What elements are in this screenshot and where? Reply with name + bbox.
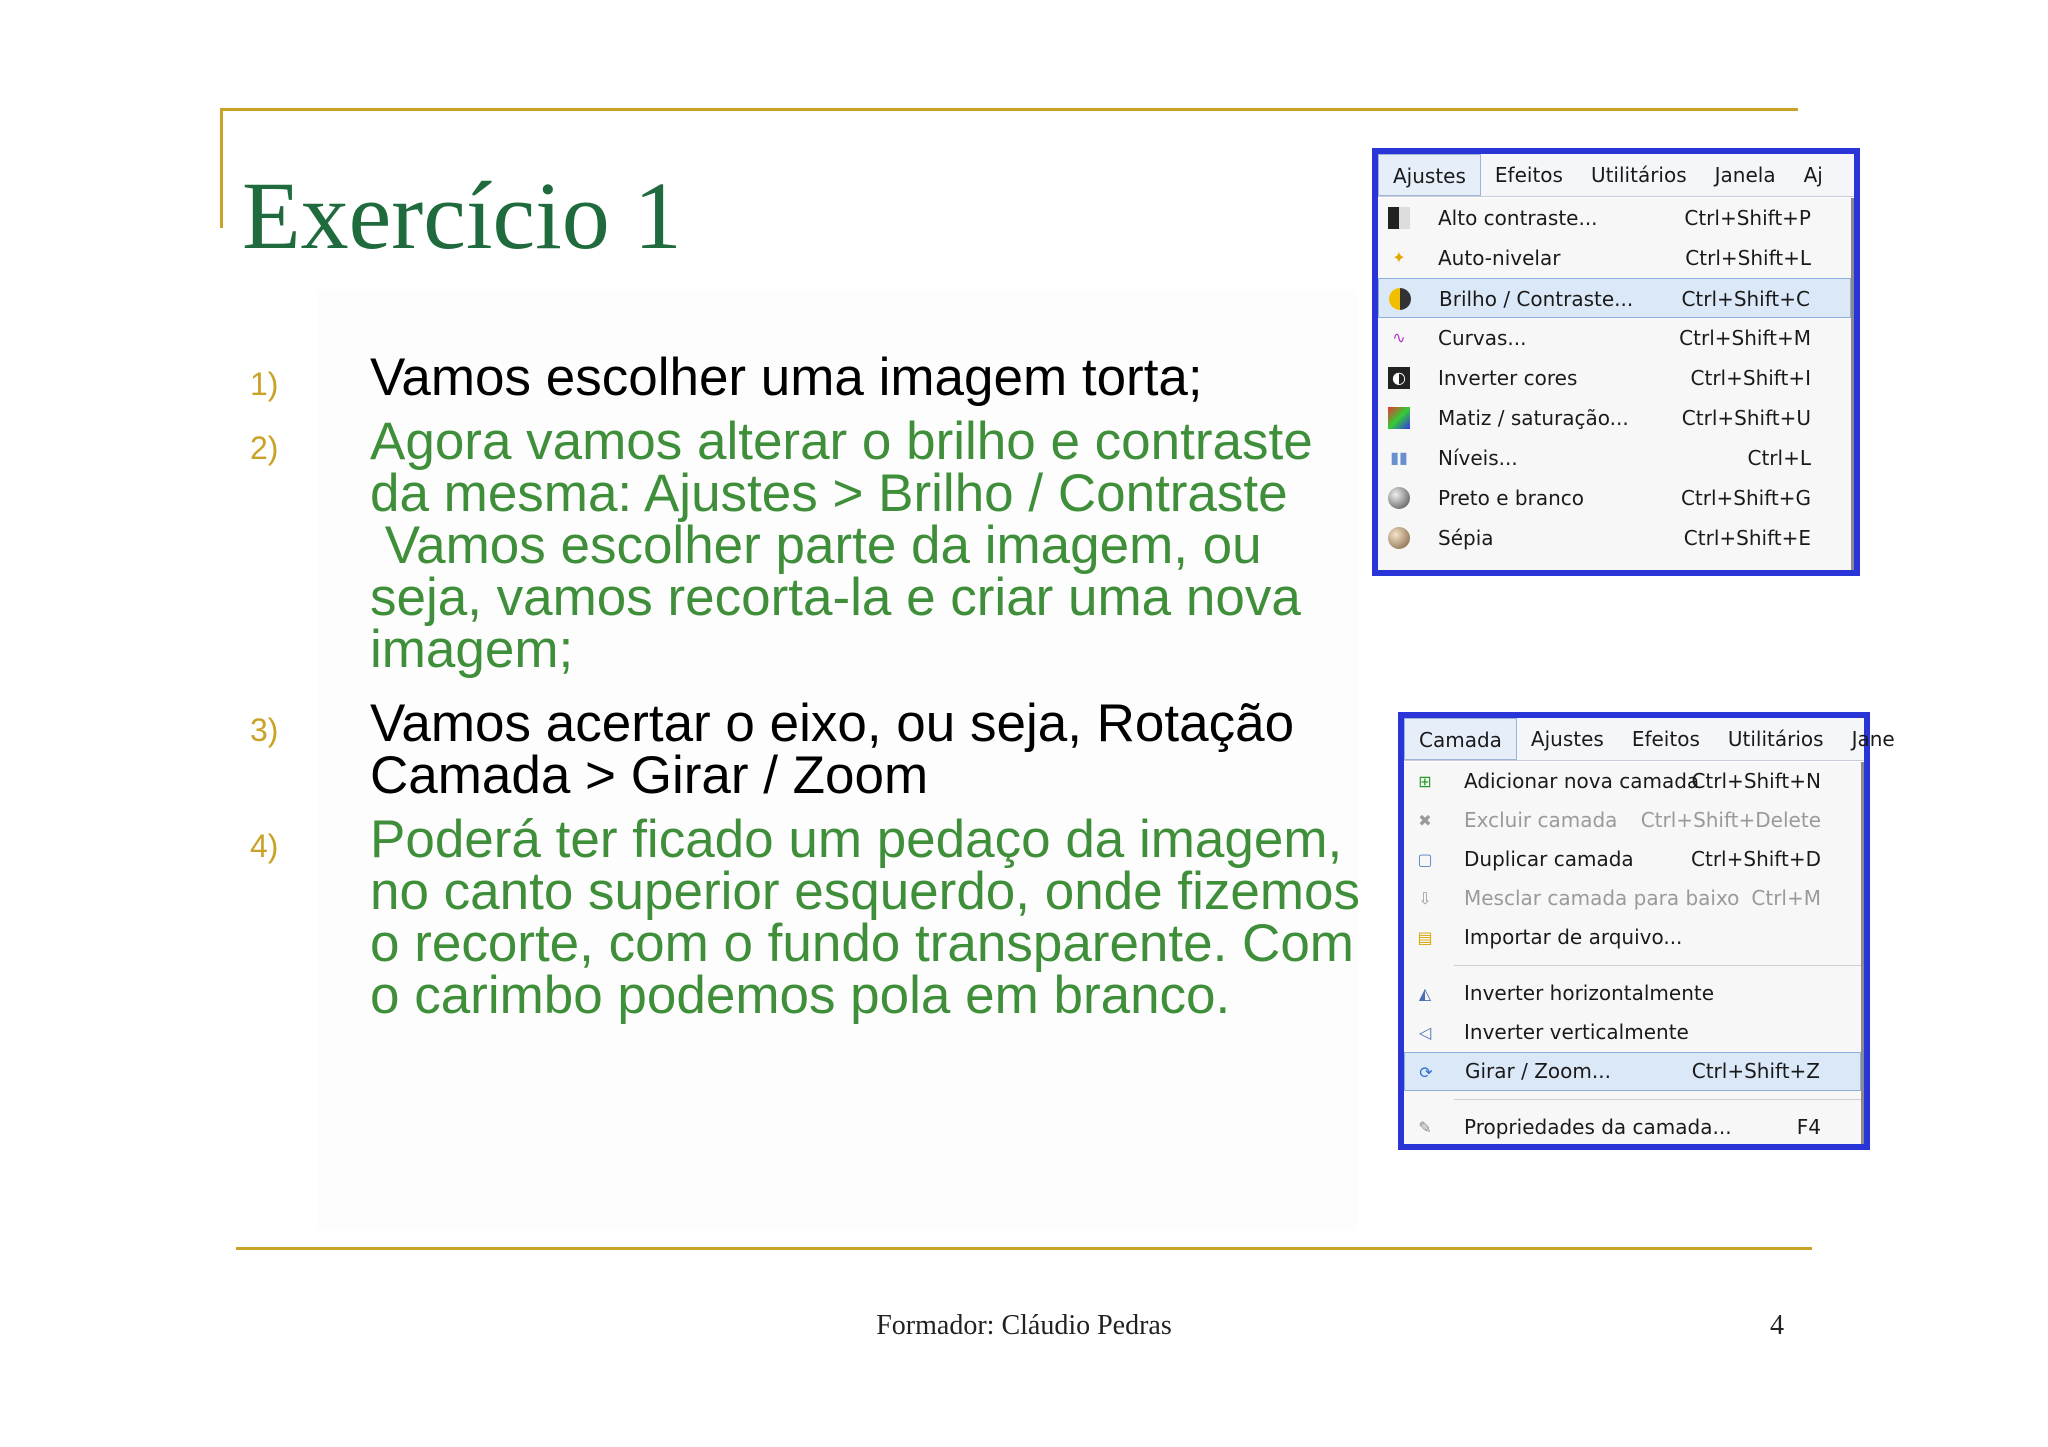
page-number: 4 xyxy=(1770,1310,1784,1341)
item-line: no canto superior esquerdo, onde fizemos xyxy=(370,862,1360,921)
layer-properties-icon: ✎ xyxy=(1418,1118,1432,1137)
import-file-icon: ▤ xyxy=(1417,928,1433,947)
item-line: Vamos escolher parte da imagem, ou xyxy=(370,516,1262,575)
tab-ajuda[interactable]: Aj xyxy=(1803,163,1823,187)
item-line: o carimbo podemos pola em branco. xyxy=(370,966,1231,1025)
hue-icon xyxy=(1388,407,1410,429)
item-number: 3) xyxy=(250,712,279,748)
list-item-1 xyxy=(250,348,1380,412)
bw-icon xyxy=(1388,487,1410,509)
menu-item-curvas[interactable]: ∿ Curvas... Ctrl+Shift+M xyxy=(1378,318,1851,358)
item-text xyxy=(370,348,1203,407)
item-text xyxy=(370,412,1313,679)
camada-dropdown xyxy=(1404,762,1864,1144)
merge-down-icon: ⇩ xyxy=(1418,889,1432,908)
auto-level-icon: ✦ xyxy=(1392,248,1406,267)
menu-item-importar-arquivo[interactable]: ▤ Importar de arquivo... xyxy=(1404,918,1861,957)
menu-item-preto-branco[interactable]: Preto e branco Ctrl+Shift+G xyxy=(1378,478,1851,518)
tab-ajustes[interactable]: Ajustes xyxy=(1530,727,1604,751)
rotate-zoom-icon: ⟳ xyxy=(1419,1063,1433,1082)
tab-utilitarios[interactable]: Utilitários xyxy=(1590,163,1687,187)
menu-item-excluir-camada[interactable]: ✖ Excluir camada Ctrl+Shift+Delete xyxy=(1404,801,1861,840)
item-text xyxy=(370,694,1295,805)
menu-item-niveis[interactable]: ▮▮ Níveis... Ctrl+L xyxy=(1378,438,1851,478)
item-number: 1) xyxy=(250,366,279,402)
menubar xyxy=(1404,718,1895,761)
menu-item-alto-contraste[interactable]: Alto contraste... Ctrl+Shift+P xyxy=(1378,198,1851,238)
duplicate-layer-icon: ▢ xyxy=(1417,850,1433,869)
menu-item-mesclar-camada[interactable]: ⇩ Mesclar camada para baixo Ctrl+M xyxy=(1404,879,1861,918)
tab-janela[interactable]: Janela xyxy=(1714,163,1776,187)
levels-icon: ▮▮ xyxy=(1390,448,1408,467)
menu-item-sepia[interactable]: Sépia Ctrl+Shift+E xyxy=(1378,518,1851,558)
menu-item-inverter-cores[interactable]: ◐ Inverter cores Ctrl+Shift+I xyxy=(1378,358,1851,398)
menu-item-matiz-saturacao[interactable]: Matiz / saturação... Ctrl+Shift+U xyxy=(1378,398,1851,438)
add-layer-icon: ⊞ xyxy=(1418,772,1432,791)
list-item-2 xyxy=(250,412,1380,686)
menu-item-adicionar-camada[interactable]: ⊞ Adicionar nova camada Ctrl+Shift+N xyxy=(1404,762,1861,801)
list-item-4 xyxy=(250,810,1380,1034)
ajustes-menu-screenshot xyxy=(1372,148,1860,576)
tab-janela[interactable]: Jane xyxy=(1851,727,1895,751)
menu-separator xyxy=(1454,1099,1861,1100)
camada-menu-screenshot xyxy=(1398,712,1895,1150)
menu-item-inverter-horizontal[interactable]: ◭ Inverter horizontalmente xyxy=(1404,974,1861,1013)
menu-item-girar-zoom[interactable]: ⟳ Girar / Zoom... Ctrl+Shift+Z xyxy=(1404,1052,1861,1091)
tab-utilitarios[interactable]: Utilitários xyxy=(1727,727,1824,751)
flip-horizontal-icon: ◭ xyxy=(1418,984,1432,1003)
ajustes-dropdown xyxy=(1378,198,1854,570)
tab-camada[interactable]: Camada xyxy=(1404,718,1517,760)
flip-vertical-icon: ◁ xyxy=(1418,1023,1432,1042)
invert-icon: ◐ xyxy=(1388,367,1410,389)
item-line: Vamos acertar o eixo, ou seja, Rotação xyxy=(370,694,1295,753)
tab-efeitos[interactable]: Efeitos xyxy=(1631,727,1700,751)
item-number: 2) xyxy=(250,430,279,466)
item-line: Vamos escolher uma imagem torta; xyxy=(370,348,1203,407)
item-text xyxy=(370,810,1360,1025)
top-rule xyxy=(220,108,1798,111)
item-line: Poderá ter ficado um pedaço da imagem, xyxy=(370,810,1343,869)
bottom-rule xyxy=(236,1247,1812,1250)
item-number: 4) xyxy=(250,828,279,864)
brightness-icon xyxy=(1389,288,1411,310)
left-rule xyxy=(220,108,223,228)
tab-ajustes[interactable]: Ajustes xyxy=(1378,154,1481,196)
list-item-3 xyxy=(250,694,1380,808)
slide-title: Exercício 1 xyxy=(242,162,682,269)
footer-author: Formador: Cláudio Pedras xyxy=(876,1310,1172,1341)
menu-item-brilho-contraste[interactable]: Brilho / Contraste... Ctrl+Shift+C xyxy=(1378,278,1851,318)
curves-icon: ∿ xyxy=(1392,328,1406,347)
delete-layer-icon: ✖ xyxy=(1418,811,1432,830)
item-line: Camada > Girar / Zoom xyxy=(370,746,929,805)
menu-item-propriedades-camada[interactable]: ✎ Propriedades da camada... F4 xyxy=(1404,1108,1861,1147)
item-line: o recorte, com o fundo transparente. Com xyxy=(370,914,1354,973)
sepia-icon xyxy=(1388,527,1410,549)
contrast-icon xyxy=(1388,207,1410,229)
menubar xyxy=(1378,154,1854,197)
menu-item-auto-nivelar[interactable]: ✦ Auto-nivelar Ctrl+Shift+L xyxy=(1378,238,1851,278)
menu-item-inverter-vertical[interactable]: ◁ Inverter verticalmente xyxy=(1404,1013,1861,1052)
item-line: Agora vamos alterar o brilho e contraste xyxy=(370,412,1313,471)
menu-item-duplicar-camada[interactable]: ▢ Duplicar camada Ctrl+Shift+D xyxy=(1404,840,1861,879)
tab-efeitos[interactable]: Efeitos xyxy=(1494,163,1563,187)
item-line: imagem; xyxy=(370,620,574,679)
item-line: seja, vamos recorta-la e criar uma nova xyxy=(370,568,1301,627)
menu-separator xyxy=(1454,965,1861,966)
item-line: da mesma: Ajustes > Brilho / Contraste xyxy=(370,464,1288,523)
